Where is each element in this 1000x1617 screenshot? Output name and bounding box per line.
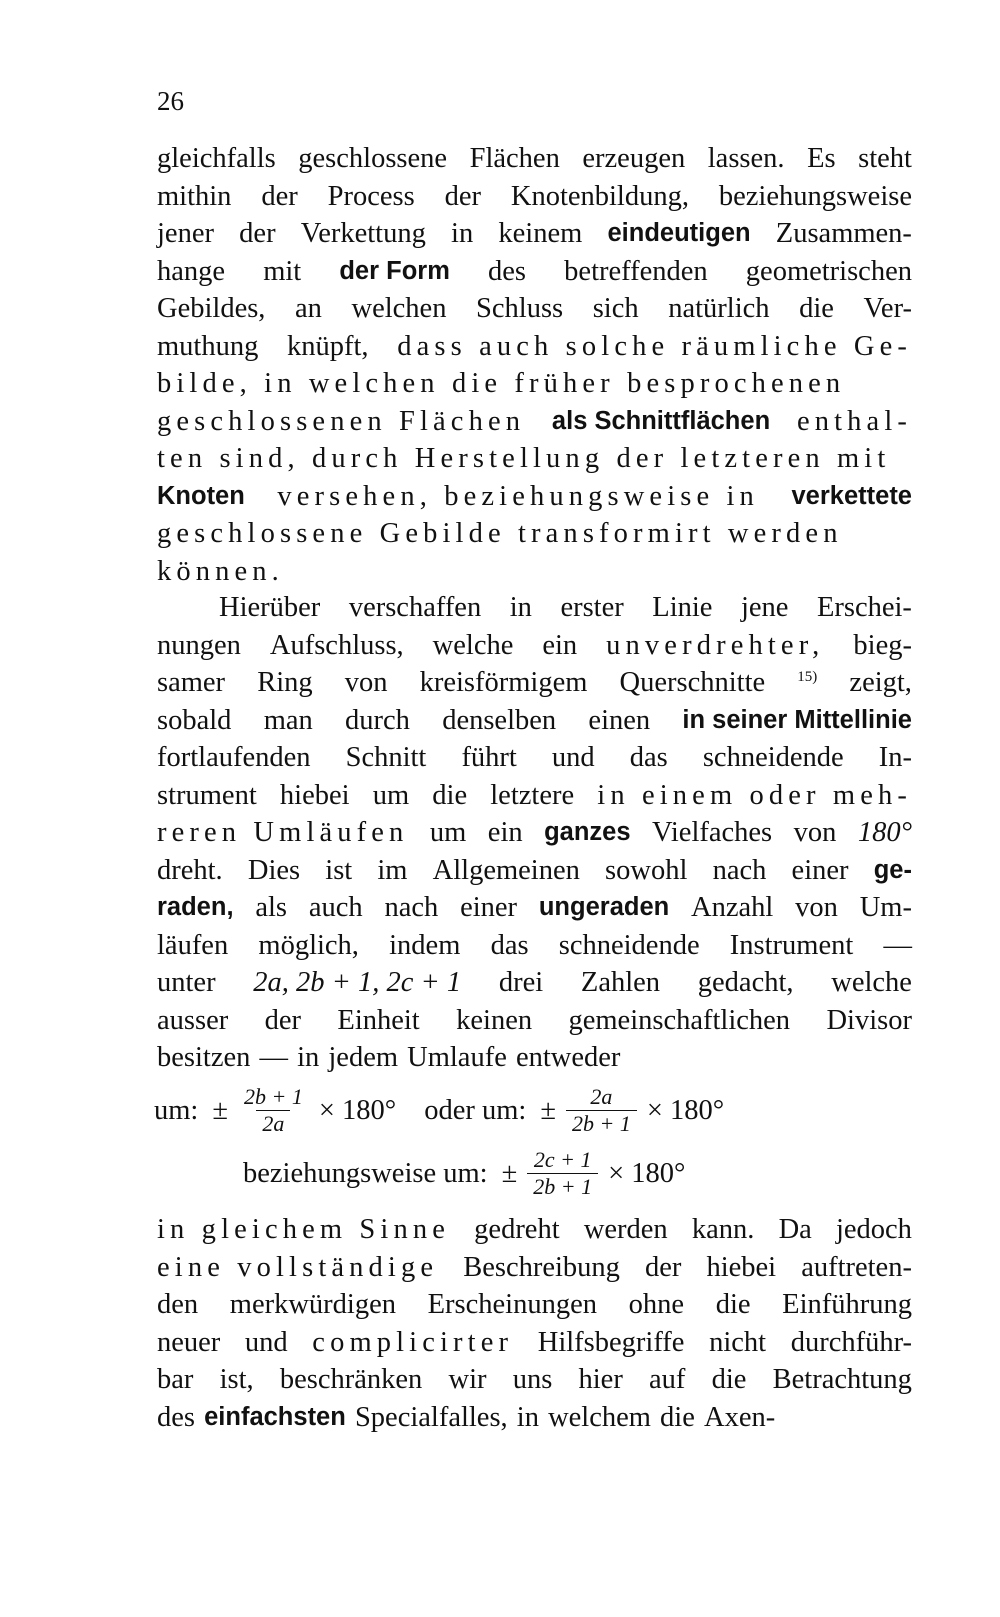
text-line [157,403,912,441]
emphasis-text: in einem oder meh- [597,779,912,811]
word: — [259,1042,288,1073]
fraction-denominator: 2b + 1 [566,1110,637,1136]
emphasis-text: der Form [339,256,450,285]
word: um [429,817,467,848]
word: das [629,742,668,773]
word: Querschnitte [619,667,766,698]
word: ausser [157,1004,229,1036]
emphasis-text: eine vollständige [157,1251,439,1283]
word: Umlaufe [407,1042,507,1073]
text-line [157,627,912,665]
word: uns [512,1364,553,1395]
text-line [157,664,912,702]
text-line [157,852,912,890]
word: der [645,1251,682,1283]
word: ohne [628,1289,685,1320]
word: schneidende [558,929,700,961]
text-line [157,1361,912,1399]
fraction-denominator: 2b + 1 [527,1173,598,1199]
word: beschränken [279,1364,423,1395]
word: Divisor [826,1004,912,1036]
word: im [377,854,408,886]
word: des [157,1401,195,1433]
emphasis-text: versehen, beziehungsweise in [265,480,772,512]
text-line [157,1324,912,1362]
word: Hilfsbegriffe [537,1326,685,1358]
word: in [297,1042,320,1073]
word: welche [432,629,514,661]
word: Dies [247,854,301,886]
emphasis-text: complicirter [312,1326,514,1358]
text-line [157,178,912,216]
text-line [157,1211,912,1249]
word: gleichfalls [157,143,276,174]
word: sowohl [605,854,688,886]
word: Es [807,143,836,174]
word: Ring [257,667,313,698]
word: den [157,1289,199,1320]
text-line [157,589,912,627]
word: und [551,742,595,773]
text-line [157,814,912,852]
word: wir [448,1364,487,1395]
word: Aufschluss, [269,629,404,661]
emphasis-text: in gleichem Sinne [157,1214,450,1245]
word: ein [542,629,578,661]
word: auftreten- [801,1251,912,1283]
word: lassen. [707,143,785,174]
fraction-denominator: 2a [256,1110,290,1136]
emphasis-text: raden, [157,893,234,921]
emphasis-text: als Schnittflächen [551,406,771,435]
word: läufen [157,929,229,961]
word: in [509,592,532,623]
emphasis-text: geschlossene Gebilde transformirt werden [157,518,843,549]
word: beziehungsweise [718,180,912,212]
multiply-term: × 180° [646,1094,725,1126]
word: sich [592,293,639,324]
word: durch [345,704,410,736]
word: samer [157,667,226,698]
word: von [344,667,388,698]
word: Um- [859,892,912,923]
word: die [799,293,834,324]
emphasis-text: 180° [857,817,912,848]
text-line [157,1286,912,1324]
multiply-term: × 180° [608,1157,686,1189]
text-line [157,515,912,553]
word: Hierüber [219,592,321,623]
word: und [244,1326,288,1358]
word: hiebei [279,779,350,811]
word: dreht. [157,854,223,886]
text-line [157,1399,912,1437]
word: Schnitt [345,742,427,773]
text-line [157,889,912,927]
word: auf [649,1364,686,1395]
word: der [444,180,481,212]
word: Betrachtung [772,1364,912,1395]
fraction-numerator: 2a [590,1084,613,1109]
word: in [516,1401,539,1433]
text-line [157,365,912,403]
word: bar [157,1364,194,1395]
plus-minus-sign: ± [540,1094,556,1126]
word: natürlich [668,293,770,324]
word: denselben [442,704,557,736]
word: auch [308,892,363,923]
text-line [157,140,912,178]
text-line [157,215,912,253]
word: sobald [157,704,232,736]
text-line [157,253,912,291]
word: verschaffen [348,592,482,623]
word: fortlaufenden [157,742,311,773]
emphasis-text: reren Umläufen [157,817,409,848]
emphasis-text: verkettete [791,481,912,510]
fraction-2 [566,1085,637,1136]
emphasis-text: enthal- [784,405,912,437]
emphasis-text: geschlossenen Flächen [157,405,538,437]
word: zeigt, [849,667,912,698]
word: entweder [515,1042,621,1073]
word: Verkettung [300,218,426,249]
word: die [432,779,468,811]
word: kreisförmigem [419,667,588,698]
text-line [157,1249,912,1287]
word: jener [157,218,214,249]
word: besitzen [157,1042,251,1073]
word: werden [583,1214,668,1245]
word: welchem [548,1401,651,1433]
word: Einführung [782,1289,912,1320]
text-line [157,964,912,1002]
text-line [157,1039,912,1077]
word: knüpft, [287,330,369,362]
word: die [660,1401,695,1433]
word: Einheit [337,1004,420,1036]
word: neuer [157,1326,221,1358]
word: gedreht [474,1214,560,1245]
word: bieg- [853,629,912,661]
word: des [488,255,527,287]
word: geometrischen [745,255,912,287]
word: welche [831,967,912,998]
emphasis-text: einfachsten [204,1402,346,1431]
word: indem [389,929,461,961]
paragraph-1 [157,140,912,590]
word: Specialfalles, [354,1401,508,1433]
formula-or: oder um: [424,1094,527,1126]
emphasis-text: bilde, in welchen die früher besprochenen [157,368,846,399]
plus-minus-sign: ± [501,1157,518,1189]
word: um [372,779,410,811]
word: keinen [456,1004,533,1036]
formula-prefix: um: [154,1094,199,1126]
word: geschlossene [298,143,448,174]
emphasis-text: in seiner Mittellinie [682,705,912,734]
word: der [239,218,276,249]
paragraph-3 [157,1211,912,1436]
word: möglich, [258,929,359,961]
word: der [261,180,298,212]
fraction-1 [238,1085,309,1136]
page-number: 26 [157,86,184,116]
word: die [715,1289,751,1320]
word: Anzahl [691,892,774,923]
word: jedoch [835,1214,912,1245]
emphasis-text: ungeraden [538,893,670,921]
formula-line-1 [154,1085,724,1136]
emphasis-text: 2a, 2b + 1, 2c + 1 [253,967,462,998]
word: von [795,892,838,923]
word: das [490,929,529,961]
word: Allgemeinen [432,854,580,886]
word: führt [461,742,517,773]
text-line [157,328,912,366]
text-line [157,553,912,591]
emphasis-text: Knoten [157,481,245,510]
word: in [451,218,474,249]
word: Process [327,180,415,212]
word: einer [460,892,518,923]
word: gemeinschaftlichen [568,1004,791,1036]
word: Gebildes, [157,293,266,324]
word: muthung [157,330,259,362]
word: merkwürdigen [229,1289,396,1320]
word: betreffenden [564,255,708,287]
text-line [157,927,912,965]
word: Ver- [863,293,912,324]
emphasis-text: können. [157,555,284,587]
formula-prefix: beziehungsweise um: [243,1157,488,1189]
text-line [157,1002,912,1040]
word: unter [157,967,216,998]
word: mit [263,255,302,287]
word: ist, [219,1364,254,1395]
word: Zahlen [580,967,661,998]
word: Axen- [703,1401,776,1433]
word: drei [498,967,544,998]
emphasis-text: ten sind, durch Herstellung der letzteren mit [157,443,891,474]
word: jedem [328,1042,399,1073]
word: jene [740,592,789,623]
word: nach [384,892,439,923]
emphasis-text: eindeutigen [607,219,751,247]
word: einen [588,704,651,736]
formula-line-2 [243,1148,685,1199]
word: von [793,817,837,848]
word: gedacht, [697,967,794,998]
word: ein [487,817,523,848]
word: hange [157,255,226,287]
emphasis-text: dass auch solche räumliche Ge- [397,330,912,362]
emphasis-text: ganzes [544,818,631,846]
emphasis-text [797,664,817,702]
word: als [255,892,288,923]
paragraph-2 [157,589,912,1077]
word: nach [712,854,767,886]
word: der [264,1004,302,1036]
word: Zusammen- [775,218,912,249]
word: erster [560,592,624,623]
word: Da [778,1214,812,1245]
plus-minus-sign: ± [212,1094,228,1126]
word: Beschreibung [463,1251,620,1283]
word: welchen [351,293,447,324]
word: — [883,929,912,961]
word: Flächen [469,143,560,174]
word: schneidende [702,742,844,773]
emphasis-text: ge- [873,855,912,884]
text-line [157,290,912,328]
word: die [711,1364,747,1395]
word: Linie [652,592,713,623]
word: steht [858,143,912,174]
multiply-term: × 180° [318,1094,397,1126]
word: letztere [490,779,575,811]
word: mithin [157,180,232,212]
text-line [157,702,912,740]
word: ist [325,854,353,886]
word: nungen [157,629,241,661]
word: hier [578,1364,623,1395]
fraction-numerator: 2c + 1 [533,1147,592,1172]
fraction-numerator: 2b + 1 [244,1084,303,1109]
fraction-3 [527,1148,598,1199]
word: erzeugen [582,143,686,174]
word: an [295,293,322,324]
word: hiebei [706,1251,777,1283]
emphasis-text: unverdrehter, [606,629,825,661]
text-line [157,777,912,815]
footnote-ref: 15) [797,669,818,685]
text-line [157,478,912,516]
word: Vielfaches [652,817,773,848]
word: kann. [691,1214,755,1245]
text-line [157,739,912,777]
word: man [263,704,313,736]
word: keinem [498,218,583,249]
word: strument [157,779,257,811]
word: In- [878,742,912,773]
word: Knotenbildung, [510,180,689,212]
word: Erschei- [816,592,912,623]
word: einer [791,854,849,886]
word: nicht [709,1326,767,1358]
word: Instrument [729,929,854,961]
word: durchführ- [790,1326,912,1358]
text-line [157,440,912,478]
word: Schluss [476,293,564,324]
word: Erscheinungen [427,1289,597,1320]
